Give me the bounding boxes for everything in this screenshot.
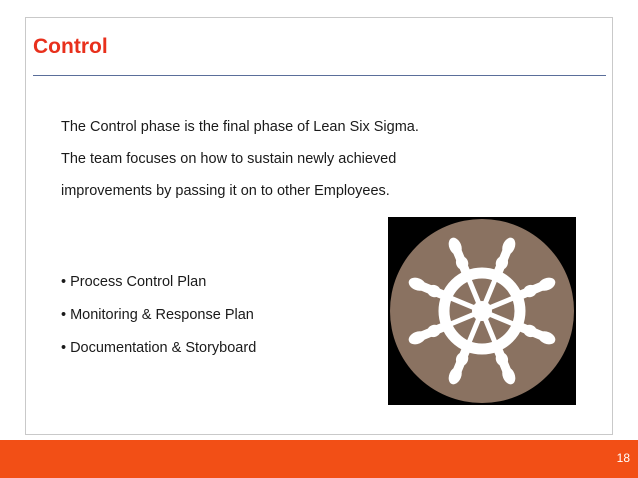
intro-paragraph bbox=[61, 111, 431, 207]
bullet-glyph: • bbox=[61, 340, 67, 356]
bullet-item bbox=[61, 266, 256, 299]
footer-bar bbox=[0, 440, 638, 478]
bullet-list bbox=[61, 266, 256, 365]
page-number: 18 bbox=[616, 451, 630, 465]
bullet-text: Documentation & Storyboard bbox=[70, 340, 257, 356]
intro-text: The Control phase is the final phase of Lean Six Sigma. The team focuses on how to sustain newly achieved improvements by passing it on to other Employees. bbox=[61, 119, 419, 199]
ship-wheel-picture bbox=[388, 217, 576, 405]
title-divider bbox=[33, 75, 606, 76]
bullet-glyph: • bbox=[61, 274, 67, 290]
bullet-item bbox=[61, 332, 256, 365]
wheel-hub bbox=[472, 301, 492, 321]
bullet-glyph: • bbox=[61, 307, 67, 323]
ship-wheel-icon bbox=[388, 217, 576, 405]
slide-title: Control bbox=[33, 35, 108, 58]
bullet-text: Monitoring & Response Plan bbox=[70, 307, 254, 323]
bullet-item bbox=[61, 299, 256, 332]
bullet-text: Process Control Plan bbox=[70, 274, 207, 290]
